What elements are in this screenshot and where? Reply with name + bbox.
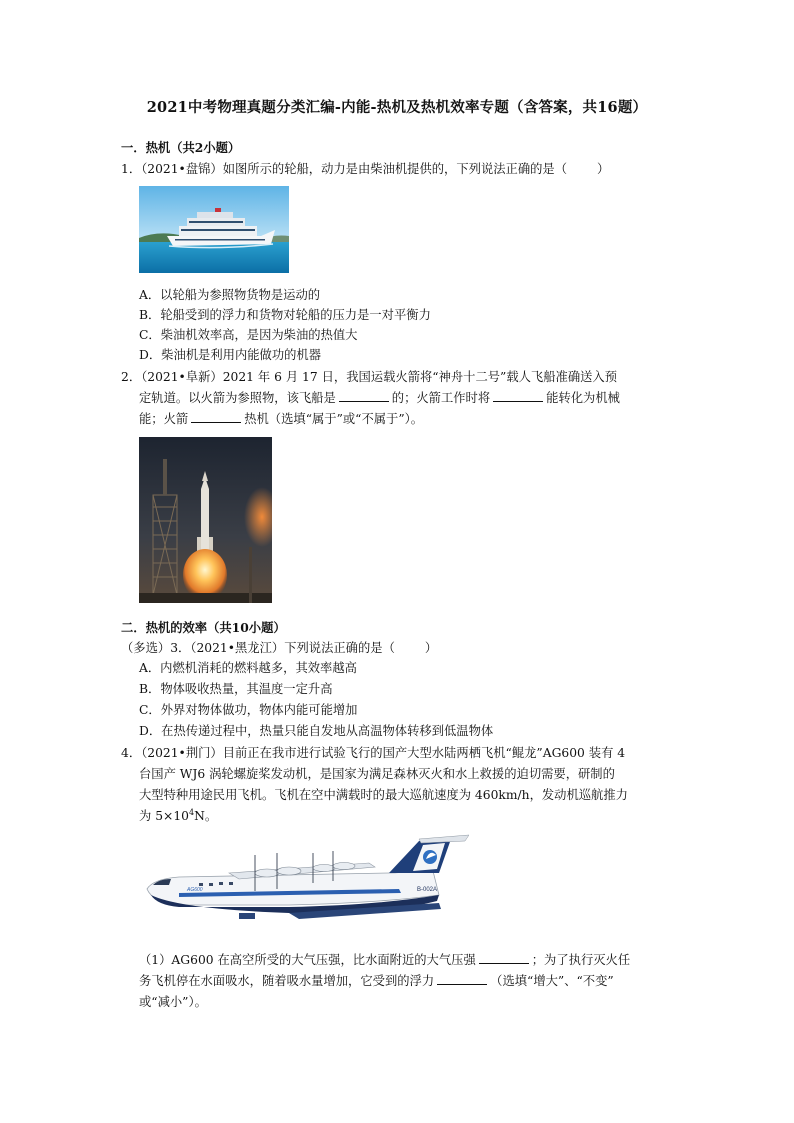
question-4-line-1: 4．（2021•荆门）目前正在我市进行试验飞行的国产大型水陆两栖飞机“鲲龙”AG600 装有 4 <box>121 746 626 760</box>
question-3-stem <box>121 639 437 657</box>
question-4-sub1-line-2 <box>139 972 614 990</box>
thrust-unit: N。 <box>194 809 218 823</box>
question-3-option-b: B．物体吸收热量，其温度一定升高 <box>139 682 333 696</box>
question-4-line-4 <box>139 807 217 825</box>
question-3-option-d: D．在热传递过程中，热量只能自发地从高温物体转移到低温物体 <box>139 724 494 738</box>
question-4-line-2: 台国产 WJ6 涡轮螺旋桨发动机，是国家为满足森林灭火和水上救援的迫切需要，研制的 <box>139 767 615 781</box>
question-2-line-1: 2．（2021•阜新）2021 年 6 月 17 日，我国运载火箭将“神舟十二号”载人飞船准确送入预 <box>121 370 618 384</box>
question-3-text: （多选）3．（2021•黑龙江）下列说法正确的是（ <box>121 641 395 655</box>
question-2-text-e: 热机（选填“属于”或“不属于”）。 <box>244 412 424 426</box>
question-3-option-c: C．外界对物体做功，物体内能可能增加 <box>139 703 358 717</box>
question-4-sub1-text-a: （1）AG600 在高空所受的大气压强，比水面附近的大气压强 <box>139 953 476 967</box>
amphibious-plane-image <box>139 833 469 935</box>
question-1-option-b: B．轮船受到的浮力和货物对轮船的压力是一对平衡力 <box>139 308 431 322</box>
section-heading-2: 二．热机的效率（共10小题） <box>121 620 286 635</box>
question-2-text-a: 定轨道。以火箭为参照物，该飞船是 <box>139 391 336 405</box>
rocket-launch-image <box>139 437 272 603</box>
question-1-option-a: A．以轮船为参照物货物是运动的 <box>139 288 321 302</box>
answer-blank[interactable] <box>493 389 543 402</box>
question-1-text: 1．（2021•盘锦）如图所示的轮船，动力是由柴油机提供的，下列说法正确的是（ <box>121 162 568 176</box>
answer-blank[interactable] <box>191 410 241 423</box>
cruise-ship-image <box>139 186 289 273</box>
question-1-close-paren: ） <box>597 162 610 176</box>
question-4-sub1-text-c: 务飞机停在水面吸水，随着吸水量增加，它受到的浮力 <box>139 974 435 988</box>
question-2-line-3 <box>139 410 423 428</box>
answer-blank[interactable] <box>479 951 529 964</box>
thrust-exponent: 4 <box>188 807 195 817</box>
question-1-option-d: D．柴油机是利用内能做功的机器 <box>139 348 322 362</box>
question-2-line-2 <box>139 389 620 407</box>
question-4-sub1-line-1 <box>139 951 630 969</box>
thrust-value: 为 5×10 <box>139 809 189 823</box>
answer-blank[interactable] <box>339 389 389 402</box>
question-4-sub1-text-b: ；为了执行灭火任 <box>531 953 631 967</box>
plane-registration: B-002A <box>417 887 438 893</box>
answer-blank[interactable] <box>437 972 487 985</box>
question-4-sub1-text-d: （选填“增大”、“不变” <box>490 974 614 988</box>
question-1-stem <box>121 160 609 178</box>
question-4-sub1-line-3: 或“减小”）。 <box>139 995 207 1009</box>
question-1-option-c: C．柴油机效率高，是因为柴油的热值大 <box>139 328 358 342</box>
question-3-option-a: A．内燃机消耗的燃料越多，其效率越高 <box>139 661 357 675</box>
question-2-text-d: 能；火箭 <box>139 412 189 426</box>
section-heading-1: 一．热机（共2小题） <box>121 140 241 155</box>
question-2-text-c: 能转化为机械 <box>546 391 620 405</box>
question-2-text-b: 的；火箭工作时将 <box>391 391 491 405</box>
page-title: 2021中考物理真题分类汇编-内能-热机及热机效率专题（含答案，共16题） <box>146 99 648 116</box>
question-3-close-paren: ） <box>424 641 438 655</box>
plane-model-label: AG600 <box>187 887 203 893</box>
question-4-line-3: 大型特种用途民用飞机。飞机在空中满载时的最大巡航速度为 460km/h，发动机巡航推力 <box>139 788 628 802</box>
